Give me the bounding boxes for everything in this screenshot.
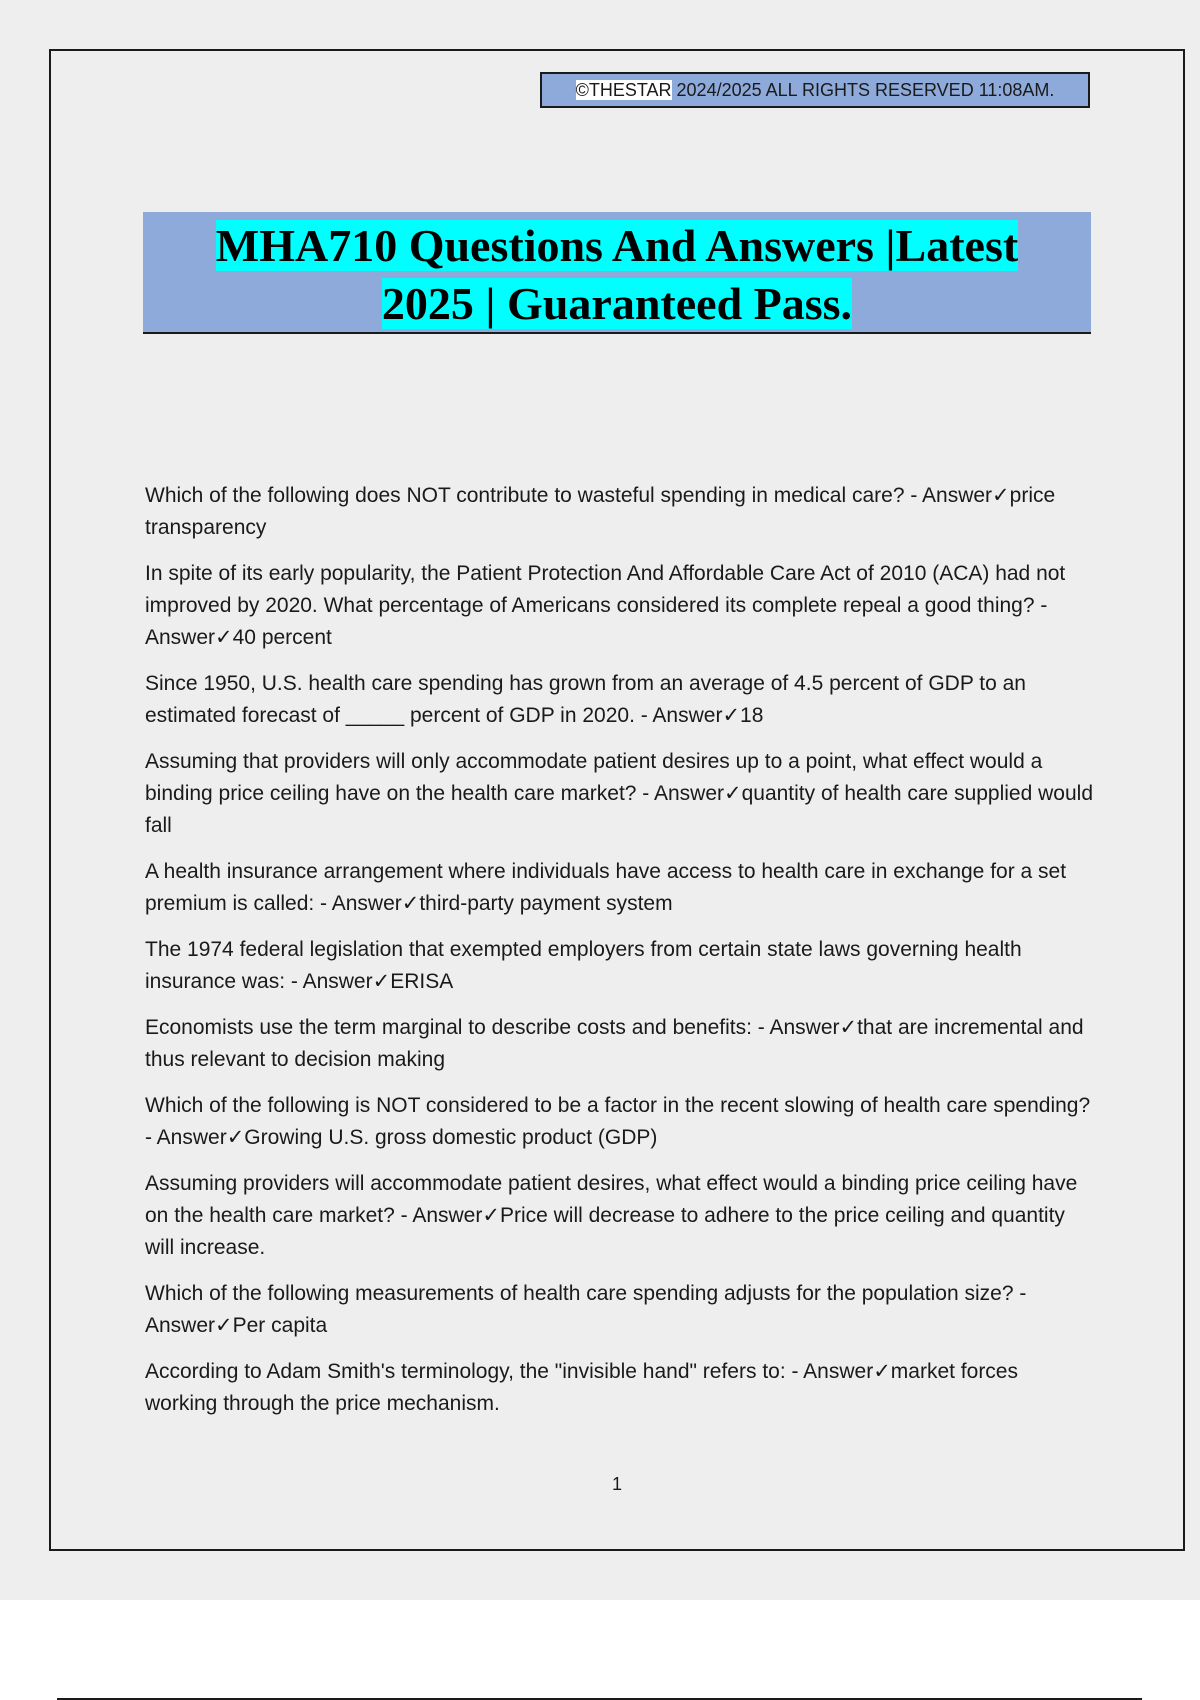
- copyright-text: 2024/2025 ALL RIGHTS RESERVED 11:08AM.: [671, 80, 1055, 100]
- qa-item: Which of the following measurements of health care spending adjusts for the population size? - Answer✓Per capita: [145, 1282, 1027, 1337]
- title-line-2: [143, 275, 1091, 333]
- qa-item: Assuming that providers will only accommodate patient desires up to a point, what effect would a binding price ceiling have on the health care market? - Answer✓quantity of health care supplied would fall: [145, 750, 1093, 837]
- title-line-2-text: 2025 | Guaranteed Pass.: [381, 278, 853, 329]
- qa-item: A health insurance arrangement where individuals have access to health care in exchange for a set premium is called: - Answer✓third-party payment system: [145, 860, 1067, 915]
- copyright-header: [540, 72, 1090, 108]
- qa-list: [145, 480, 1095, 1434]
- document-title: [143, 212, 1091, 334]
- title-line-1: [143, 217, 1091, 275]
- qa-item: Economists use the term marginal to describe costs and benefits: - Answer✓that are incremental and thus relevant to decision making: [145, 1016, 1084, 1071]
- qa-item: Since 1950, U.S. health care spending has grown from an average of 4.5 percent of GDP to an estimated forecast of _____ percent of GDP in 2020. - Answer✓18: [145, 672, 1026, 727]
- qa-item: According to Adam Smith's terminology, the "invisible hand" refers to: - Answer✓market forces working through the price mechanism.: [145, 1360, 1018, 1415]
- qa-item: In spite of its early popularity, the Patient Protection And Affordable Care Act of 2010 (ACA) had not improved by 2020. What percentage of Americans considered its complete repeal a good thing? - Answer✓40 percent: [145, 562, 1066, 649]
- qa-item: Which of the following is NOT considered to be a factor in the recent slowing of health care spending? - Answer✓Growing U.S. gross domestic product (GDP): [145, 1094, 1091, 1149]
- qa-item: Which of the following does NOT contribute to wasteful spending in medical care? - Answer✓price transparency: [145, 484, 1056, 539]
- qa-item: Assuming providers will accommodate patient desires, what effect would a binding price ceiling have on the health care market? - Answer✓Price will decrease to adhere to the price ceiling and quantity will increase.: [145, 1172, 1078, 1259]
- page-number: 1: [611, 1474, 622, 1494]
- copyright-brand: ©THESTAR: [575, 80, 672, 100]
- qa-item: The 1974 federal legislation that exempted employers from certain state laws governing health insurance was: - Answer✓ERISA: [145, 938, 1022, 993]
- title-line-1-text: MHA710 Questions And Answers |Latest: [215, 220, 1019, 271]
